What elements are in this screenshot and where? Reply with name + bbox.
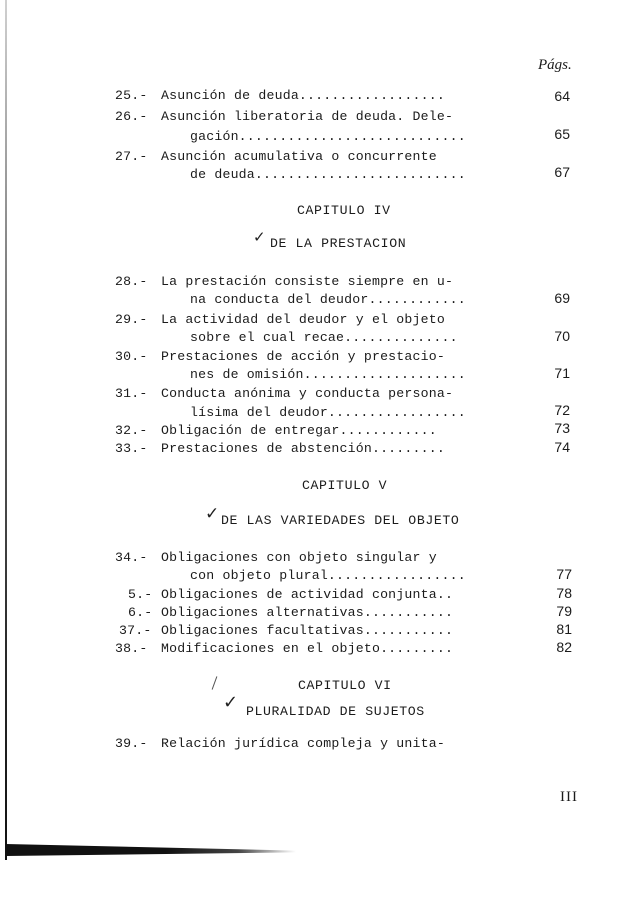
toc-page: 71 (554, 365, 570, 381)
toc-title-cont: sobre el cual recae.............. (190, 330, 458, 345)
toc-title: Prestaciones de acción y prestacio- (161, 349, 445, 364)
toc-num: 37.- (119, 623, 152, 638)
toc-page: 77 (556, 566, 572, 582)
toc-title: Prestaciones de abstención......... (161, 441, 445, 456)
toc-title-cont: na conducta del deudor............ (190, 292, 466, 307)
toc-title-cont: de deuda.......................... (190, 167, 466, 182)
toc-num: 29.- (115, 312, 148, 327)
toc-page: 65 (554, 126, 570, 142)
toc-num: 33.- (115, 441, 148, 456)
toc-page: 72 (554, 402, 570, 418)
toc-title: Obligaciones con objeto singular y (161, 550, 437, 565)
toc-title: Conducta anónima y conducta persona- (161, 386, 454, 401)
checkmark-icon: ✓ (205, 504, 220, 524)
chapter-heading: CAPITULO IV (297, 203, 391, 218)
toc-page: 74 (554, 439, 570, 455)
pencil-stroke (212, 676, 218, 689)
toc-page: 82 (556, 639, 572, 655)
toc-num: 32.- (115, 423, 148, 438)
checkmark-icon: ✓ (253, 228, 266, 246)
toc-title-cont: nes de omisión.................... (190, 367, 466, 382)
toc-page: 79 (556, 603, 572, 619)
toc-title: La actividad del deudor y el objeto (161, 312, 445, 327)
toc-num: 26.- (115, 109, 148, 124)
toc-title: Obligaciones de actividad conjunta.. (161, 587, 454, 602)
toc-title: Obligación de entregar............ (161, 423, 437, 438)
toc-num: 25.- (115, 88, 148, 103)
toc-title-cont: lísima del deudor................. (190, 405, 466, 420)
toc-title: Obligaciones alternativas........... (161, 605, 454, 620)
toc-title-cont: gación............................ (190, 129, 466, 144)
toc-page: 70 (554, 328, 570, 344)
toc-title: Asunción acumulativa o concurrente (161, 149, 437, 164)
chapter-title: DE LAS VARIEDADES DEL OBJETO (221, 513, 460, 528)
chapter-heading: CAPITULO V (302, 478, 388, 493)
toc-num: 39.- (115, 736, 148, 751)
toc-num: 38.- (115, 641, 148, 656)
checkmark-icon: ✓ (223, 692, 239, 713)
toc-title: Modificaciones en el objeto......... (161, 641, 454, 656)
toc-num: 28.- (115, 274, 148, 289)
toc-title: La prestación consiste siempre en u- (161, 274, 454, 289)
toc-title: Asunción liberatoria de deuda. Dele- (161, 109, 454, 124)
pags-label: Págs. (538, 57, 572, 73)
toc-page: 73 (554, 420, 570, 436)
toc-page: 64 (554, 88, 570, 104)
chapter-heading: CAPITULO VI (298, 678, 392, 693)
toc-title-cont: con objeto plural................. (190, 568, 466, 583)
toc-num: 30.- (115, 349, 148, 364)
toc-num: 27.- (115, 149, 148, 164)
page-edge-shadow (6, 844, 296, 856)
toc-num: 34.- (115, 550, 148, 565)
toc-page: 67 (554, 164, 570, 180)
toc-page: 78 (556, 585, 572, 601)
toc-num: 31.- (115, 386, 148, 401)
toc-num: 6.- (128, 605, 153, 620)
toc-title: Relación jurídica compleja y unita- (161, 736, 445, 751)
toc-title: Obligaciones facultativas........... (161, 623, 454, 638)
page-spine-shadow (5, 0, 7, 860)
toc-page: 81 (556, 621, 572, 637)
page-folio: III (560, 789, 578, 805)
toc-title: Asunción de deuda.................. (161, 88, 445, 103)
toc-page: 69 (554, 290, 570, 306)
chapter-title: PLURALIDAD DE SUJETOS (246, 704, 425, 719)
toc-num: 5.- (128, 587, 153, 602)
chapter-title: DE LA PRESTACION (270, 236, 407, 251)
